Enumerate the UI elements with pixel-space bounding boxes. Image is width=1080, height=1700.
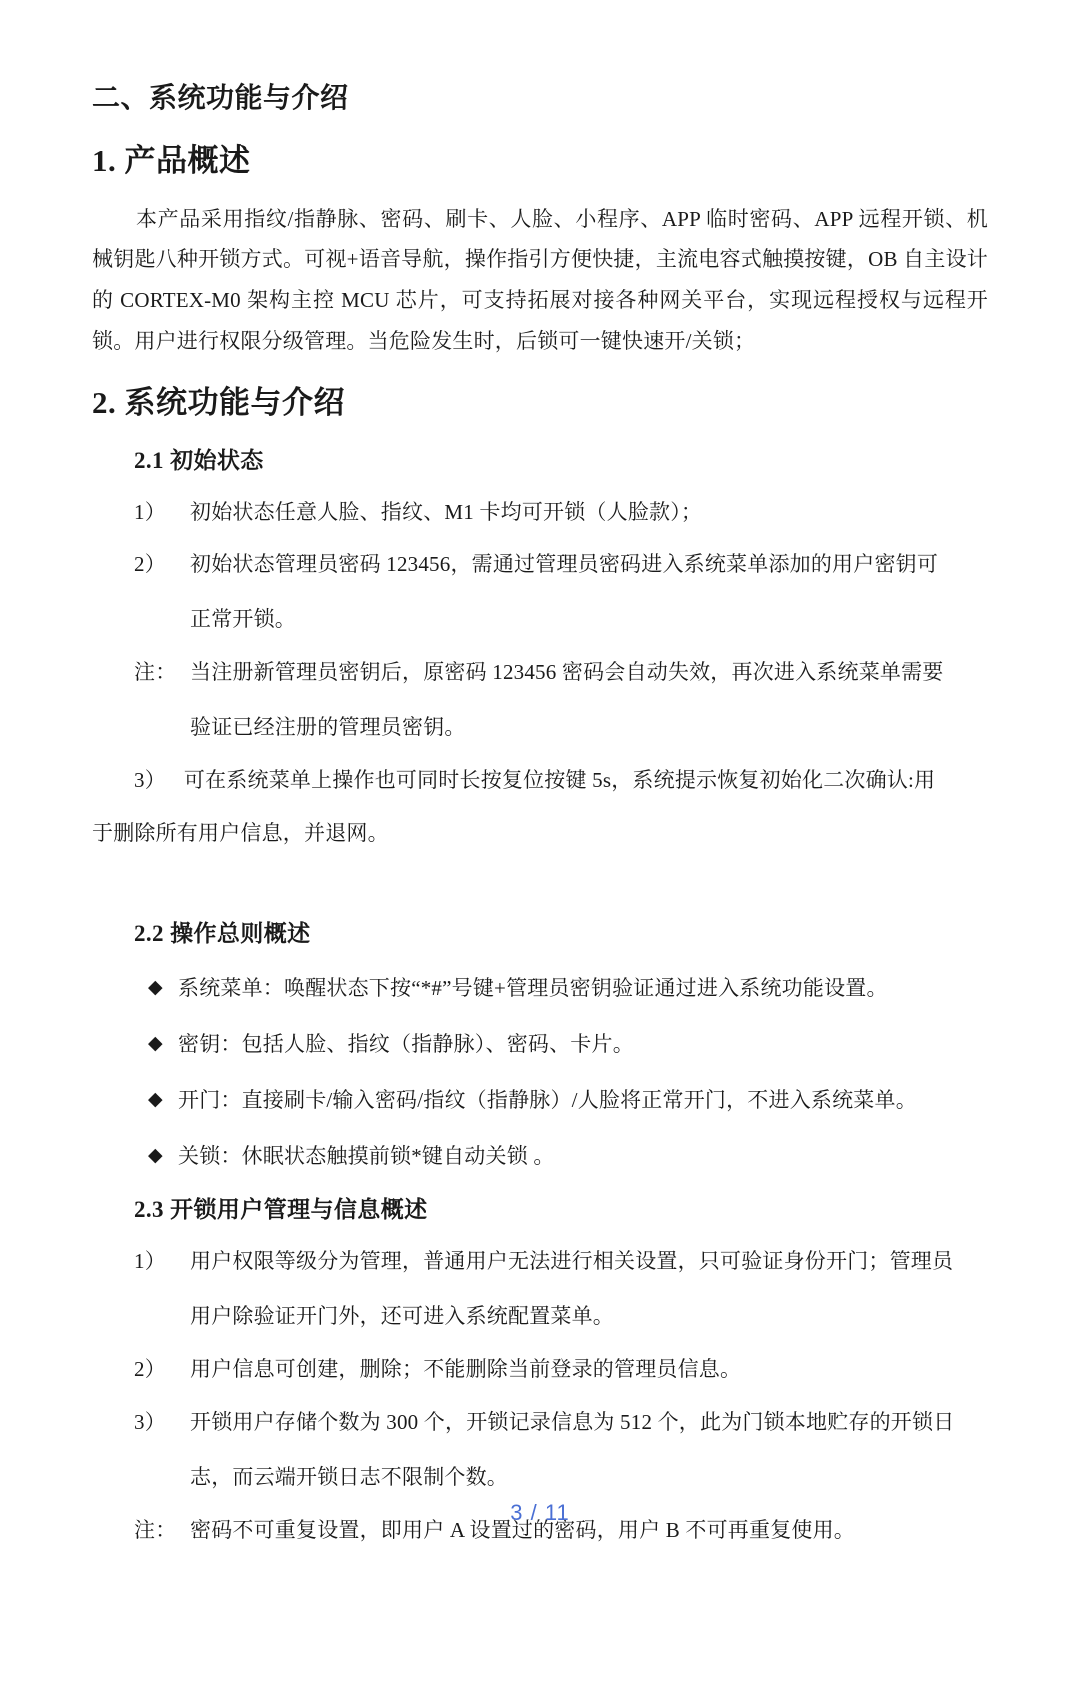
- list-item: [134, 544, 988, 640]
- note-marker: 注：: [134, 1517, 177, 1542]
- note-text: [190, 652, 988, 748]
- note-text-line-1: 当注册新管理员密钥后，原密码 123456 密码会自动失效，再次进入系统菜单需要: [190, 660, 944, 685]
- bullet-list-item: [148, 1025, 988, 1065]
- bullet-text: 开门：直接刷卡/输入密码/指纹（指静脉）/人脸将正常开门，不进入系统菜单。: [178, 1087, 917, 1112]
- bullet-text: 系统菜单：唤醒状态下按“*#”号键+管理员密钥验证通过进入系统功能设置。: [178, 975, 888, 1000]
- list-text: [190, 1241, 988, 1337]
- list-text: [190, 1402, 988, 1498]
- heading-2-2-operation-rules: 2.2 操作总则概述: [134, 921, 311, 947]
- list-item: [134, 760, 988, 801]
- list-text: [190, 544, 988, 640]
- list-item: [134, 1241, 988, 1337]
- bullet-list-item: [148, 969, 988, 1009]
- list-text-line-2-fullwidth: 于删除所有用户信息，并退网。: [92, 821, 389, 846]
- list-marker: 3）: [134, 1410, 166, 1435]
- list-marker: 3）: [134, 768, 166, 793]
- heading-system-functions: 2. 系统功能与介绍: [92, 385, 345, 421]
- list-marker: 2）: [134, 1357, 166, 1382]
- note-marker: 注：: [134, 660, 177, 685]
- list-marker: 2）: [134, 552, 166, 577]
- note-block: [134, 652, 988, 748]
- list-text: 初始状态任意人脸、指纹、M1 卡均可开锁（人脸款）；: [190, 499, 703, 524]
- note-text-line-2: 验证已经注册的管理员密钥。: [190, 715, 466, 740]
- list-text-line-1: 用户权限等级分为管理，普通用户无法进行相关设置，只可验证身份开门；管理员: [190, 1249, 954, 1274]
- list-text-line-2: 正常开锁。: [190, 607, 296, 632]
- diamond-bullet-icon: ◆: [148, 1032, 163, 1054]
- list-text-line-1: 初始状态管理员密码 123456，需通过管理员密码进入系统菜单添加的用户密钥可: [190, 552, 939, 577]
- list-item: [134, 1402, 988, 1498]
- page-title: 二、系统功能与介绍: [92, 83, 349, 114]
- diamond-bullet-icon: ◆: [148, 1088, 163, 1110]
- note-text: 密码不可重复设置，即用户 A 设置过的密码，用户 B 不可再重复使用。: [190, 1517, 856, 1542]
- diamond-bullet-icon: ◆: [148, 976, 163, 998]
- list-text-line-2: 用户除验证开门外，还可进入系统配置菜单。: [190, 1304, 614, 1329]
- bullet-text: 关锁：休眠状态触摸前锁*键自动关锁 。: [178, 1143, 555, 1168]
- list-text-line-2: 志，而云端开锁日志不限制个数。: [190, 1465, 508, 1490]
- product-overview-paragraph: 本产品采用指纹/指静脉、密码、刷卡、人脸、小程序、APP 临时密码、APP 远程开锁、机械钥匙八种开锁方式。可视+语音导航，操作指引方便快捷，主流电容式触摸按键，OB 自主设计的 CORTEX-M0 架构主控 MCU 芯片，可支持拓展对接各种网关平台，实现远程授权与远程开锁。用户进行权限分级管理。当危险发生时，后锁可一键快速开/关锁；: [92, 206, 988, 354]
- list-text-line-1: 开锁用户存储个数为 300 个，开锁记录信息为 512 个，此为门锁本地贮存的开锁日: [190, 1410, 955, 1435]
- page-number-footer: 3 / 11: [510, 1500, 570, 1525]
- list-item: [134, 1349, 988, 1390]
- bullet-text: 密钥：包括人脸、指纹（指静脉）、密码、卡片。: [178, 1031, 634, 1056]
- list-item: [134, 492, 988, 533]
- heading-2-3-user-management: 2.3 开锁用户管理与信息概述: [134, 1197, 428, 1223]
- section-spacer: [92, 854, 988, 900]
- diamond-bullet-icon: ◆: [148, 1144, 163, 1166]
- heading-2-1-initial-state: 2.1 初始状态: [134, 447, 264, 473]
- list-marker: 1）: [134, 1249, 166, 1274]
- list-marker: 1）: [134, 499, 166, 524]
- bullet-list-item: [148, 1081, 988, 1121]
- bullet-list-item: [148, 1137, 988, 1177]
- list-text: 用户信息可创建，删除；不能删除当前登录的管理员信息。: [190, 1357, 742, 1382]
- list-text-line-1: 可在系统菜单上操作也可同时长按复位按键 5s，系统提示恢复初始化二次确认:用: [183, 768, 936, 793]
- heading-product-overview: 1. 产品概述: [92, 143, 251, 178]
